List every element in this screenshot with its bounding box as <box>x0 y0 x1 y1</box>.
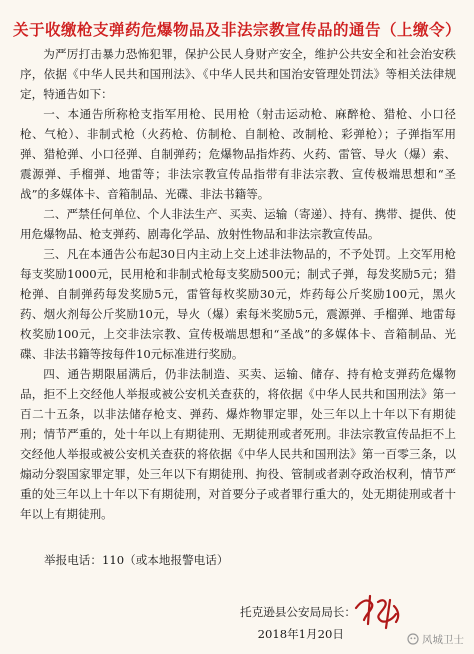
signature-block <box>20 552 456 647</box>
watermark-text: 风城卫士 <box>422 634 464 646</box>
clause-1-paragraph: 一、本通告所称枪支指军用枪、民用枪（射击运动枪、麻醉枪、猎枪、小口径枪、气枪）、非制式枪（火药枪、仿制枪、自制枪、改制枪、彩弹枪）；子弹指军用弹、猎枪弹、小口径弹、自制弹药；危爆物品指炸药、火药、雷管、导火（爆）索、震源弹、手榴弹、地雷等；非法宗教宣传品指带有非法宗教、宣传极端思想和“圣战”的多媒体卡、音箱制品、光碟、非法书籍等。 <box>20 107 456 201</box>
clause-3-paragraph: 三、凡在本通告公布起30日内主动上交上述非法物品的，不予处罚。上交军用枪每支奖励1000元，民用枪和非制式枪每支奖励500元；制式子弹，每发奖励5元；猎枪弹、自制弹药每发奖励5元，雷管每枚奖励30元，炸药每公斤奖励100元，黑火药、烟火剂每公斤奖励10元，导火（爆）索每米奖励5元，震源弹、手榴弹、地雷每枚奖励100元，上交非法宗教、宣传极端思想和“圣战”的多媒体卡、音箱制品、光碟、非法书籍等按每件10元标准进行奖励。 <box>20 247 456 361</box>
notice-title: 关于收缴枪支弹药危爆物品及非法宗教宣传品的通告（上缴令） <box>12 21 461 39</box>
intro-paragraph: 为严厉打击暴力恐怖犯罪，保护公民人身财产安全，维护公共安全和社会治安秩序，依据《中华人民共和国刑法》、《中华人民共和国治安管理处罚法》等相关法律规定，特通告如下： <box>20 47 456 101</box>
issuer-name: 托克逊县公安局局长： <box>240 605 356 619</box>
clause-4-paragraph: 四、通告期限届满后，仍非法制造、买卖、运输、储存、持有枪支弹药危爆物品，拒不上交经他人举报或被公安机关查获的，将依据《中华人民共和国刑法》第一百二十五条，以非法储存枪支、弹药、爆炸物罪定罪，处三年以上十年以下有期徒刑；情节严重的，处十年以上有期徒刑、无期徒刑或者死刑。非法宗教宣传品拒不上交经他人举报或被公安机关查获的将依据《中华人民共和国刑法》第一百零三条，以煽动分裂国家罪定罪，处三年以下有期徒刑、拘役、管制或者剥夺政治权利，情节严重的处三年以上十年以下有期徒刑，对首要分子或者罪行重大的，处无期徒刑或者十年以上有期徒刑。 <box>20 367 456 521</box>
clause-2-paragraph: 二、严禁任何单位、个人非法生产、买卖、运输（寄递）、持有、携带、提供、使用危爆物品、枪支弹药、剧毒化学品、放射性物品和非法宗教宣传品。 <box>20 207 456 241</box>
notice-body <box>20 44 456 524</box>
watermark <box>407 632 464 647</box>
wechat-account-icon <box>407 633 419 645</box>
notice-date: 2018年1月20日 <box>257 627 344 641</box>
report-hotline: 举报电话：110（或本地报警电话） <box>44 553 229 567</box>
handwritten-signature <box>350 590 406 634</box>
